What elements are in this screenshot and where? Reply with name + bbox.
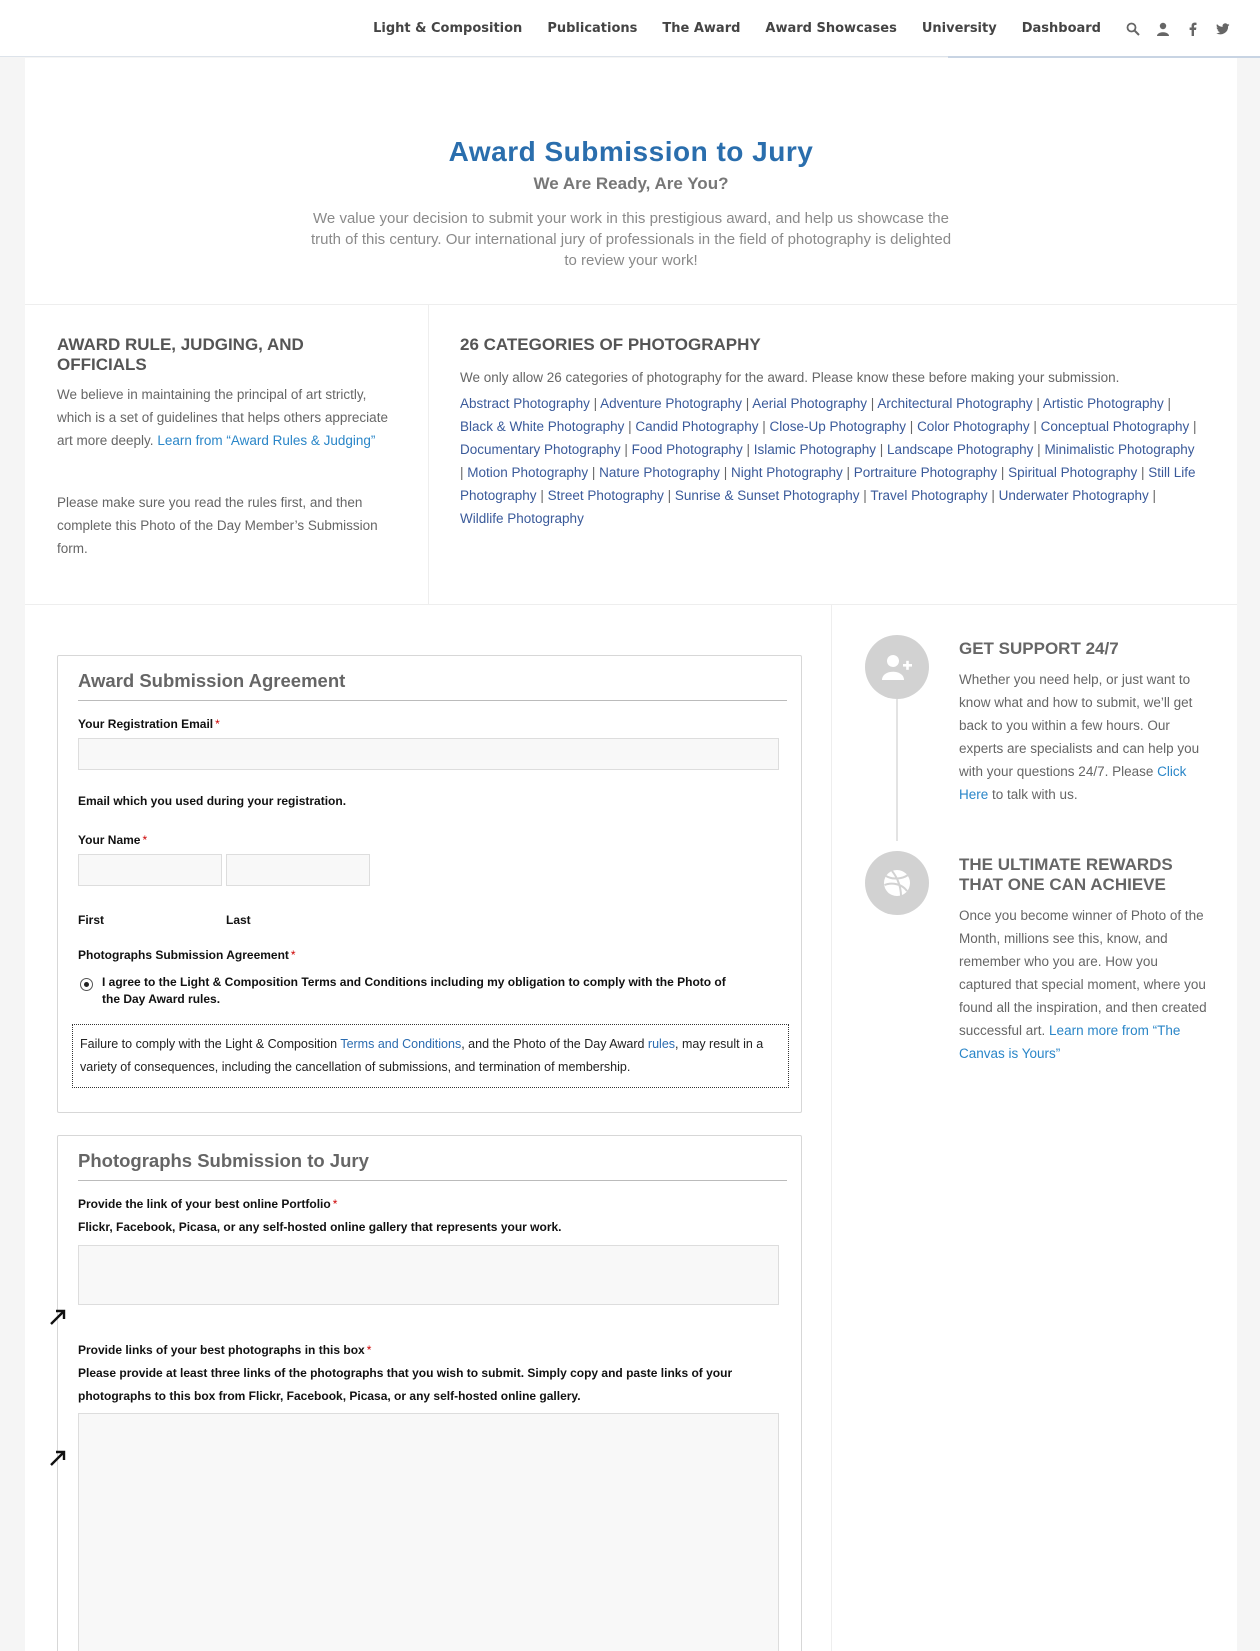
category-separator: | bbox=[1189, 419, 1197, 434]
divider bbox=[25, 604, 1237, 605]
agreement-form bbox=[57, 655, 802, 1113]
category-separator: | bbox=[589, 396, 601, 411]
category-link[interactable]: Underwater Photography bbox=[998, 488, 1149, 503]
search-icon[interactable] bbox=[1126, 22, 1140, 36]
email-hint: Email which you used during your registration. bbox=[78, 794, 347, 808]
category-separator: | bbox=[663, 488, 675, 503]
rules-learn-link[interactable]: Learn from “Award Rules & Judging” bbox=[157, 433, 376, 448]
category-separator: | bbox=[1032, 396, 1043, 411]
main-nav bbox=[373, 0, 1260, 57]
portfolio-textarea[interactable] bbox=[78, 1245, 779, 1305]
portfolio-hint: Flickr, Facebook, Picasa, or any self-hosted online gallery that represents your work. bbox=[78, 1220, 562, 1234]
category-link[interactable]: Night Photography bbox=[730, 465, 843, 480]
nav-university[interactable]: University bbox=[921, 21, 997, 36]
category-link[interactable]: Minimalistic Photography bbox=[1044, 442, 1195, 457]
categories-intro: We only allow 26 categories of photography for the award. Please know these before making your submission. bbox=[460, 370, 1120, 385]
rewards-heading: THE ULTIMATE REWARDS THAT ONE CAN ACHIEVE bbox=[959, 855, 1173, 894]
rules-section bbox=[25, 305, 429, 605]
rewards-text-body: Once you become winner of Photo of the Month, millions see this, know, and remember who you are. How you captured that special moment, where you found all the inspiration, and then created successful art. bbox=[959, 908, 1207, 1038]
category-separator: | bbox=[876, 442, 888, 457]
last-name-input[interactable] bbox=[226, 854, 370, 886]
category-link[interactable]: Architectural Photography bbox=[877, 396, 1033, 411]
category-link[interactable]: Aerial Photography bbox=[752, 396, 868, 411]
page-description: We value your decision to submit your work in this prestigious award, and help us showcase the truth of this century. Our international jury of professionals in the field of photography is delighted to review your work! bbox=[310, 210, 952, 269]
category-link[interactable]: Portraiture Photography bbox=[853, 465, 998, 480]
name-label-text: Your Name bbox=[78, 833, 141, 847]
required-mark: * bbox=[290, 948, 296, 962]
support-heading: GET SUPPORT 24/7 bbox=[959, 639, 1119, 658]
category-separator: | bbox=[842, 465, 854, 480]
nav-the-award[interactable]: The Award bbox=[662, 21, 741, 36]
rules-text-body: We believe in maintaining the principal of art strictly, which is a set of guidelines that helps others appreciate art more deeply. bbox=[57, 387, 388, 448]
page-title: Award Submission to Jury bbox=[448, 136, 814, 167]
photos-label bbox=[78, 1343, 371, 1357]
top-navigation-bar bbox=[0, 0, 1260, 57]
page-subtitle: We Are Ready, Are You? bbox=[533, 174, 729, 193]
support-click-here-link[interactable]: Click Here bbox=[959, 764, 1187, 802]
category-link[interactable]: Landscape Photography bbox=[887, 442, 1034, 457]
category-separator: | bbox=[906, 419, 918, 434]
rules-heading: AWARD RULE, JUDGING, AND OFFICIALS bbox=[57, 335, 304, 374]
category-separator: | bbox=[741, 396, 753, 411]
agreement-label bbox=[78, 948, 296, 962]
rewards-learn-more-link[interactable]: Learn more from “The Canvas is Yours” bbox=[959, 1023, 1181, 1061]
rules-link[interactable]: rules bbox=[647, 1037, 676, 1051]
category-separator: | bbox=[719, 465, 731, 480]
category-link[interactable]: Spiritual Photography bbox=[1008, 465, 1138, 480]
category-link[interactable]: Still Life Photography bbox=[460, 465, 1196, 503]
email-label bbox=[78, 717, 220, 731]
categories-heading: 26 CATEGORIES OF PHOTOGRAPHY bbox=[460, 335, 761, 354]
required-mark: * bbox=[142, 833, 148, 847]
form-title-rule bbox=[78, 1180, 787, 1181]
support-badge bbox=[865, 635, 929, 699]
add-user-icon bbox=[880, 650, 914, 684]
page-content bbox=[25, 58, 1237, 1651]
rewards-text bbox=[959, 904, 1214, 1065]
rules-text bbox=[57, 383, 397, 452]
last-name-sublabel: Last bbox=[226, 913, 251, 927]
category-link[interactable]: Conceptual Photography bbox=[1040, 419, 1190, 434]
category-separator: | bbox=[742, 442, 754, 457]
category-link[interactable]: Candid Photography bbox=[635, 419, 759, 434]
portfolio-label-text: Provide the link of your best online Portfolio bbox=[78, 1197, 331, 1211]
email-input[interactable] bbox=[78, 738, 779, 770]
rewards-badge bbox=[865, 851, 929, 915]
portfolio-label bbox=[78, 1197, 337, 1211]
category-link[interactable]: Close-Up Photography bbox=[769, 419, 907, 434]
category-link[interactable]: Food Photography bbox=[631, 442, 743, 457]
required-mark: * bbox=[366, 1343, 372, 1357]
category-separator: | bbox=[1148, 488, 1157, 503]
jury-form-title: Photographs Submission to Jury bbox=[78, 1150, 369, 1171]
categories-list bbox=[460, 392, 1200, 530]
first-name-sublabel: First bbox=[78, 913, 105, 927]
category-separator: | bbox=[867, 396, 878, 411]
support-text-end: to talk with us. bbox=[992, 787, 1078, 802]
terms-notice bbox=[72, 1024, 789, 1088]
category-separator: | bbox=[1137, 465, 1149, 480]
category-link[interactable]: Documentary Photography bbox=[460, 442, 621, 457]
category-separator: | bbox=[460, 465, 468, 480]
category-separator: | bbox=[758, 419, 770, 434]
rules-instructions: Please make sure you read the rules first, and then complete this Photo of the Day Member’s Submission form. bbox=[57, 495, 378, 556]
category-link[interactable]: Abstract Photography bbox=[460, 396, 590, 411]
notice-text: , may result in a variety of consequences, including the cancellation of submissions, and termination of membership. bbox=[80, 1037, 764, 1074]
name-label bbox=[78, 833, 147, 847]
category-separator: | bbox=[997, 465, 1009, 480]
dribbble-icon bbox=[880, 866, 914, 900]
first-name-input[interactable] bbox=[78, 854, 222, 886]
category-separator: | bbox=[1029, 419, 1041, 434]
nav-light-composition[interactable]: Light & Composition bbox=[373, 21, 523, 36]
nav-dashboard[interactable]: Dashboard bbox=[1021, 21, 1101, 36]
agree-text: I agree to the Light & Composition Terms and Conditions including my obligation to comply with the Photo of the Day Award rules. bbox=[102, 975, 726, 1006]
category-link[interactable]: Street Photography bbox=[547, 488, 664, 503]
terms-link[interactable]: Terms and Conditions bbox=[340, 1037, 462, 1051]
support-text bbox=[959, 668, 1214, 806]
category-separator: | bbox=[987, 488, 999, 503]
category-link[interactable]: Black & White Photography bbox=[460, 419, 625, 434]
category-separator: | bbox=[588, 465, 600, 480]
agreement-form-title: Award Submission Agreement bbox=[78, 670, 346, 691]
agreement-label-text: Photographs Submission Agreement bbox=[78, 948, 289, 962]
category-separator: | bbox=[859, 488, 871, 503]
email-label-text: Your Registration Email bbox=[78, 717, 214, 731]
twitter-icon[interactable] bbox=[1216, 22, 1230, 36]
category-link[interactable]: Travel Photography bbox=[870, 488, 988, 503]
category-link[interactable]: Adventure Photography bbox=[600, 396, 742, 411]
category-link[interactable]: Sunrise & Sunset Photography bbox=[674, 488, 860, 503]
nav-publications[interactable]: Publications bbox=[547, 21, 638, 36]
category-separator: | bbox=[1033, 442, 1045, 457]
photos-textarea[interactable] bbox=[78, 1413, 779, 1651]
category-separator: | bbox=[620, 442, 632, 457]
photos-label-text: Provide links of your best photographs in this box bbox=[78, 1343, 365, 1357]
resize-arrow-icon[interactable] bbox=[49, 1308, 67, 1326]
timeline-line bbox=[896, 699, 898, 841]
photos-hint: Please provide at least three links of the photographs that you wish to submit. Simply copy and paste links of your photographs to this box from Flickr, Facebook, Picasa, or any self-hosted online gallery. bbox=[78, 1366, 733, 1403]
category-separator: | bbox=[624, 419, 636, 434]
category-link[interactable]: Artistic Photography bbox=[1042, 396, 1164, 411]
category-link[interactable]: Nature Photography bbox=[599, 465, 720, 480]
notice-text: , and the Photo of the Day Award bbox=[461, 1037, 648, 1051]
column-divider bbox=[831, 605, 832, 1651]
required-mark: * bbox=[215, 717, 220, 731]
required-mark: * bbox=[332, 1197, 338, 1211]
notice-text: Failure to comply with the Light & Composition bbox=[80, 1037, 341, 1051]
category-link[interactable]: Color Photography bbox=[917, 419, 1030, 434]
category-separator: | bbox=[536, 488, 548, 503]
user-icon[interactable] bbox=[1156, 22, 1170, 36]
category-link[interactable]: Motion Photography bbox=[467, 465, 589, 480]
category-link[interactable]: Wildlife Photography bbox=[460, 511, 584, 526]
category-separator: | bbox=[1163, 396, 1171, 411]
resize-arrow-icon[interactable] bbox=[49, 1449, 67, 1467]
support-text-body: Whether you need help, or just want to know what and how to submit, we’ll get back to you within a few hours. Our experts are specialists and can help you with your questions 24/7. Please bbox=[959, 672, 1200, 779]
nav-award-showcases[interactable]: Award Showcases bbox=[765, 21, 897, 36]
form-title-rule bbox=[78, 700, 787, 701]
category-link[interactable]: Islamic Photography bbox=[753, 442, 877, 457]
jury-form bbox=[57, 1135, 802, 1651]
facebook-icon[interactable] bbox=[1186, 22, 1200, 36]
agree-radio[interactable] bbox=[80, 978, 93, 991]
